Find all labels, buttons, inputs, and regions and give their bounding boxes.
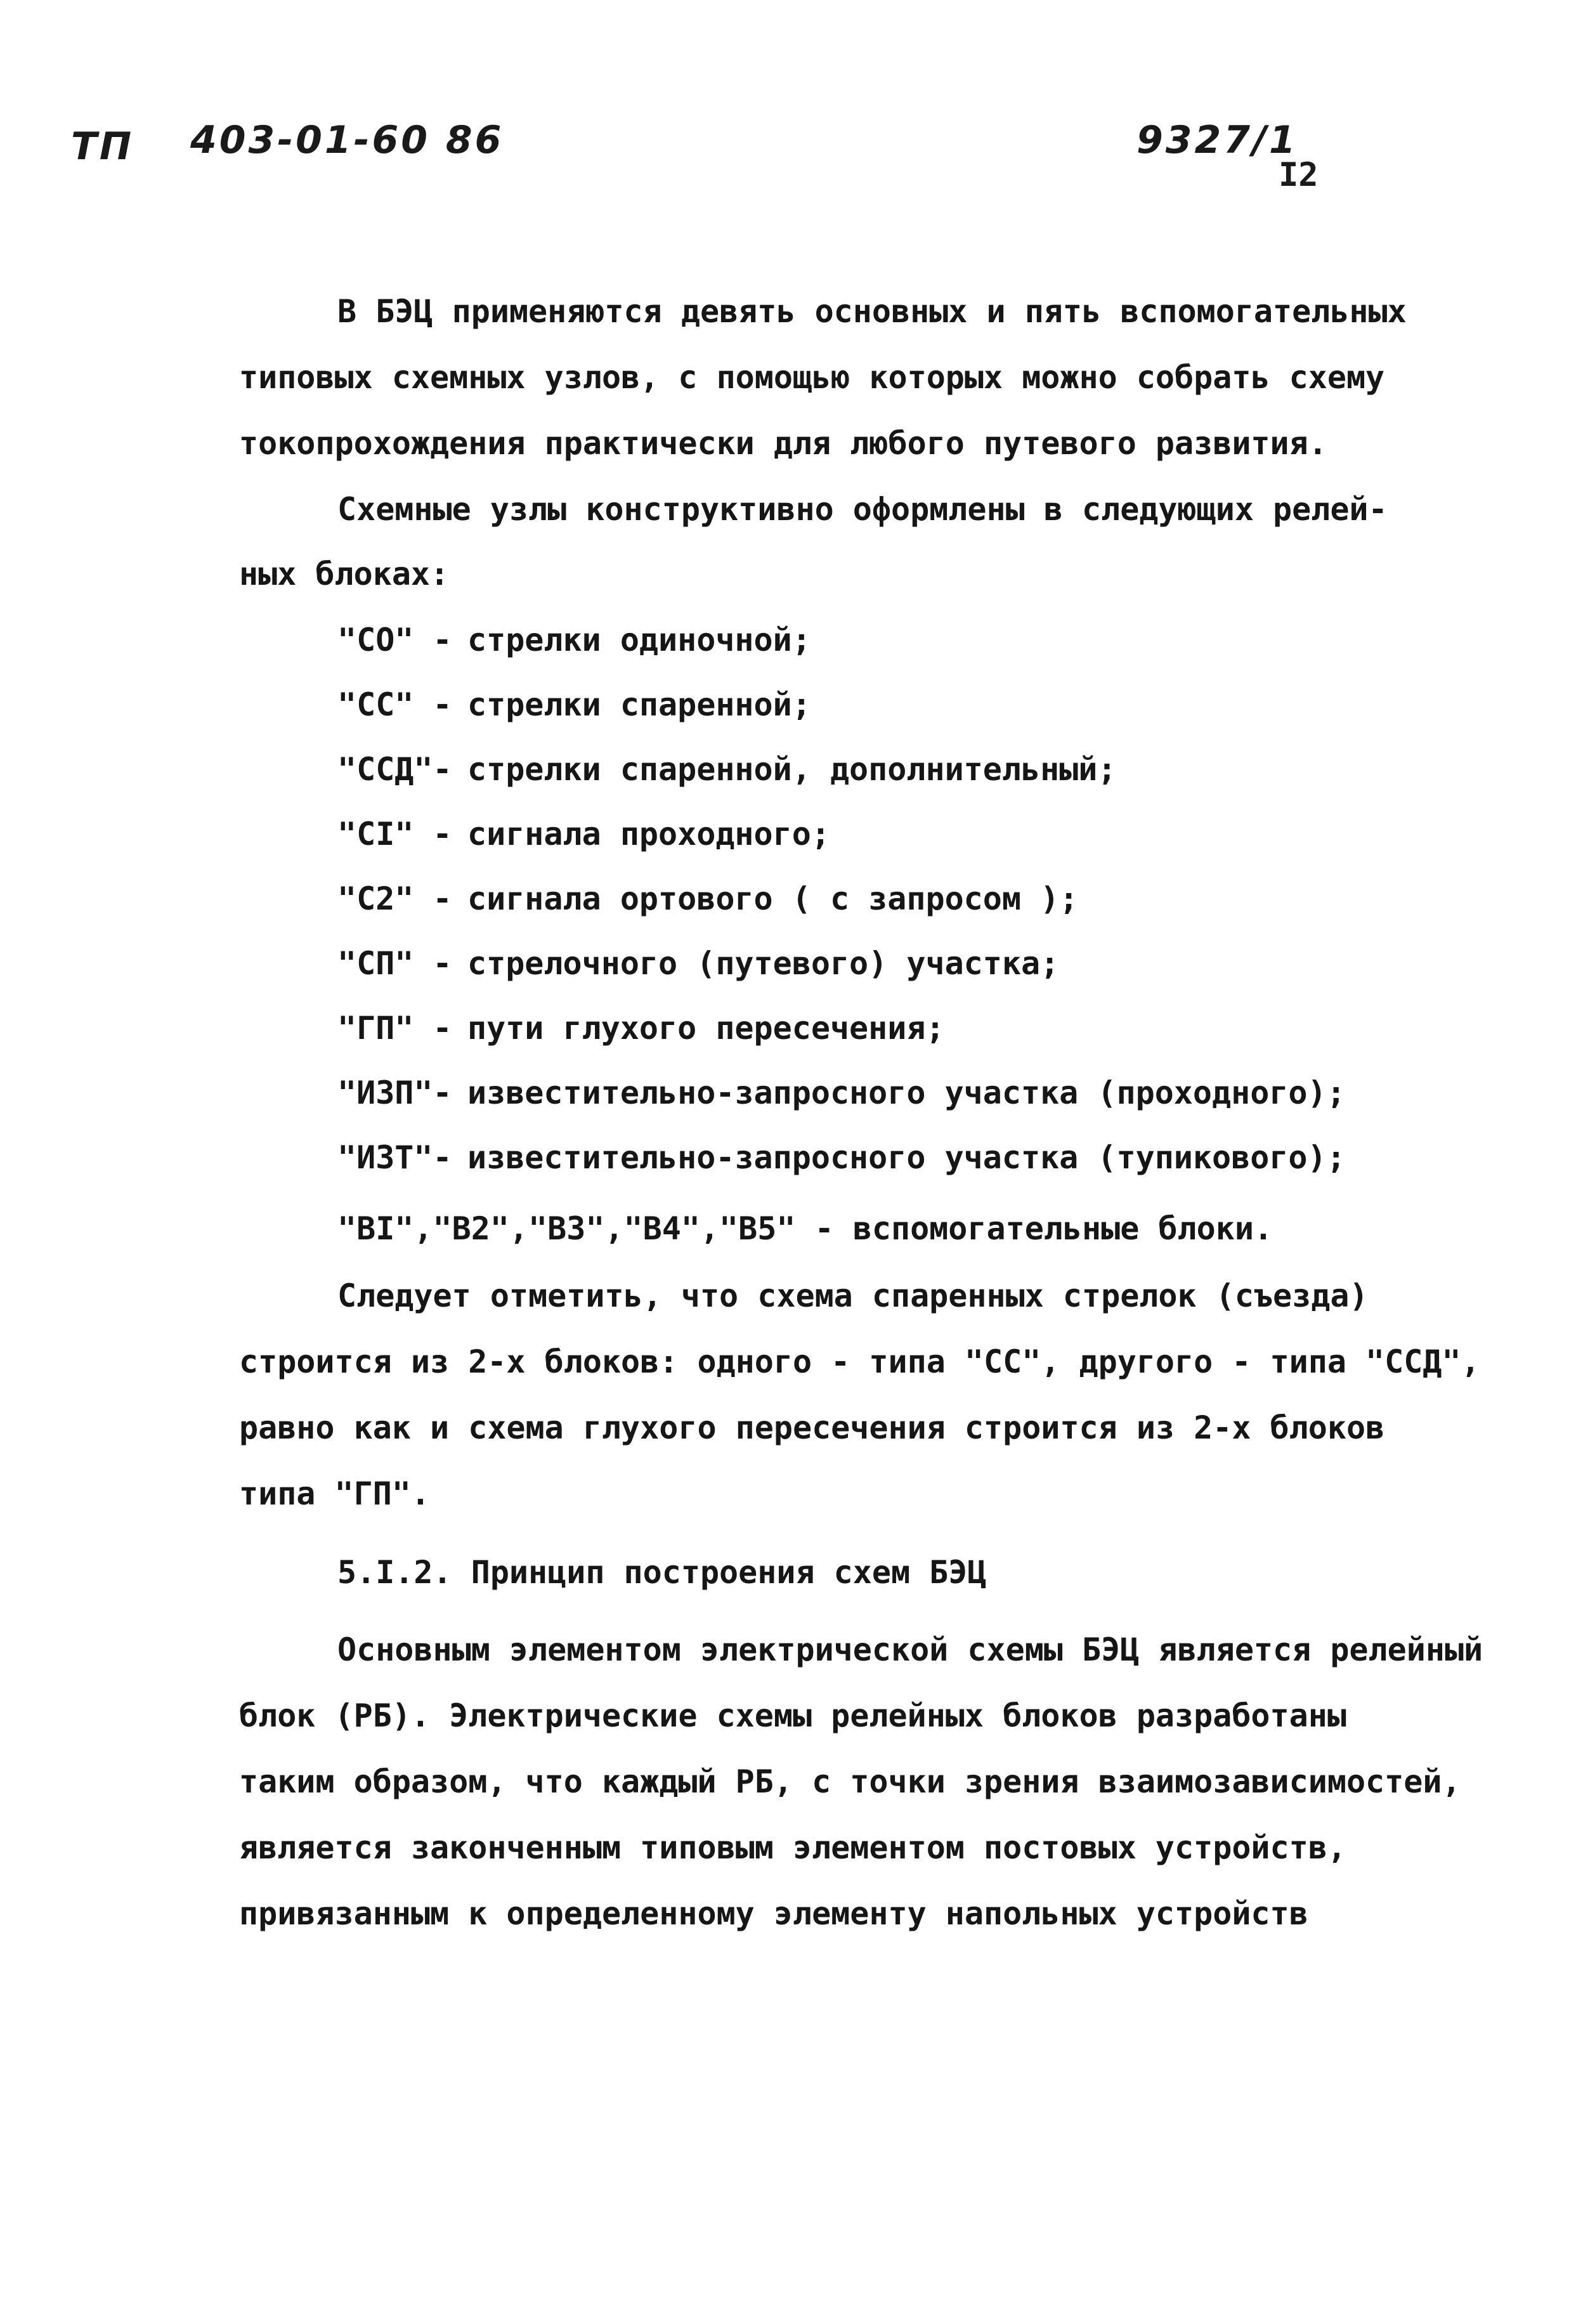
project-code: 403-01-60 86 bbox=[190, 118, 504, 162]
block-description: стрелки одиночной; bbox=[467, 622, 811, 658]
document-series: ТП bbox=[71, 124, 134, 169]
section-heading: 5.I.2. Принцип построения схем БЭЦ bbox=[337, 1554, 987, 1591]
principle-line-1: Основным элементом электрической схемы БЭЦ является релейный bbox=[337, 1631, 1483, 1668]
block-list-item bbox=[337, 945, 1060, 982]
note-line-2: строится из 2-х блоков: одного - типа "СС", другого - типа "ССД", bbox=[239, 1343, 1480, 1380]
note-line-4: типа "ГП". bbox=[239, 1475, 431, 1512]
block-list-item bbox=[337, 1074, 1346, 1111]
principle-line-2: блок (РБ). Электрические схемы релейных блоков разработаны bbox=[239, 1697, 1346, 1734]
block-code: "ГП" - bbox=[337, 1010, 452, 1047]
block-code: "СО" - bbox=[337, 622, 452, 658]
principle-line-5: привязанным к определенному элементу напольных устройств bbox=[239, 1895, 1308, 1932]
block-description: сигнала проходного; bbox=[467, 816, 830, 852]
page-number: I2 bbox=[1279, 156, 1319, 194]
blocks-intro-line-2: ных блоках: bbox=[239, 556, 450, 592]
intro-line-2: типовых схемных узлов, с помощью которых можно собрать схему bbox=[239, 359, 1385, 396]
block-list-item bbox=[337, 818, 830, 850]
block-code: "СI" - bbox=[337, 816, 452, 852]
block-list-item bbox=[337, 624, 811, 656]
block-list-item bbox=[337, 686, 811, 723]
intro-line-1: В БЭЦ применяются девять основных и пять вспомогательных bbox=[337, 293, 1407, 330]
block-code: "ИЗП"- bbox=[337, 1074, 452, 1111]
aux-blocks-line: "ВI","В2","В3","В4","В5" - вспомогательные блоки. bbox=[337, 1210, 1273, 1247]
blocks-intro-line-1: Схемные узлы конструктивно оформлены в следующих релей- bbox=[337, 491, 1388, 528]
note-line-1: Следует отметить, что схема спаренных стрелок (съезда) bbox=[337, 1277, 1369, 1314]
block-code: "ИЗТ"- bbox=[337, 1139, 452, 1176]
block-description: сигнала ортового ( с запросом ); bbox=[467, 880, 1079, 917]
block-code: "СС" - bbox=[337, 686, 452, 723]
block-description: пути глухого пересечения; bbox=[467, 1010, 945, 1047]
block-description: известительно-запросного участка (проходного); bbox=[467, 1074, 1346, 1111]
block-list-item bbox=[337, 751, 1117, 788]
principle-line-4: является законченным типовым элементом постовых устройств, bbox=[239, 1829, 1346, 1866]
block-code: "С2" - bbox=[337, 880, 452, 917]
intro-line-3: токопрохождения практически для любого путевого развития. bbox=[239, 425, 1327, 462]
block-list-item bbox=[337, 1139, 1346, 1176]
block-description: стрелки спаренной; bbox=[467, 686, 811, 723]
block-list-item bbox=[337, 1010, 945, 1047]
album-number: 9327/1 bbox=[1136, 118, 1298, 162]
note-line-3: равно как и схема глухого пересечения строится из 2-х блоков bbox=[239, 1409, 1385, 1446]
block-description: известительно-запросного участка (тупикового); bbox=[467, 1139, 1346, 1176]
block-code: "ССД"- bbox=[337, 751, 452, 788]
block-description: стрелки спаренной, дополнительный; bbox=[467, 751, 1117, 788]
principle-line-3: таким образом, что каждый РБ, с точки зрения взаимозависимостей, bbox=[239, 1763, 1461, 1800]
block-code: "СП" - bbox=[337, 945, 452, 982]
block-description: стрелочного (путевого) участка; bbox=[467, 945, 1060, 982]
block-list-item bbox=[337, 880, 1079, 917]
